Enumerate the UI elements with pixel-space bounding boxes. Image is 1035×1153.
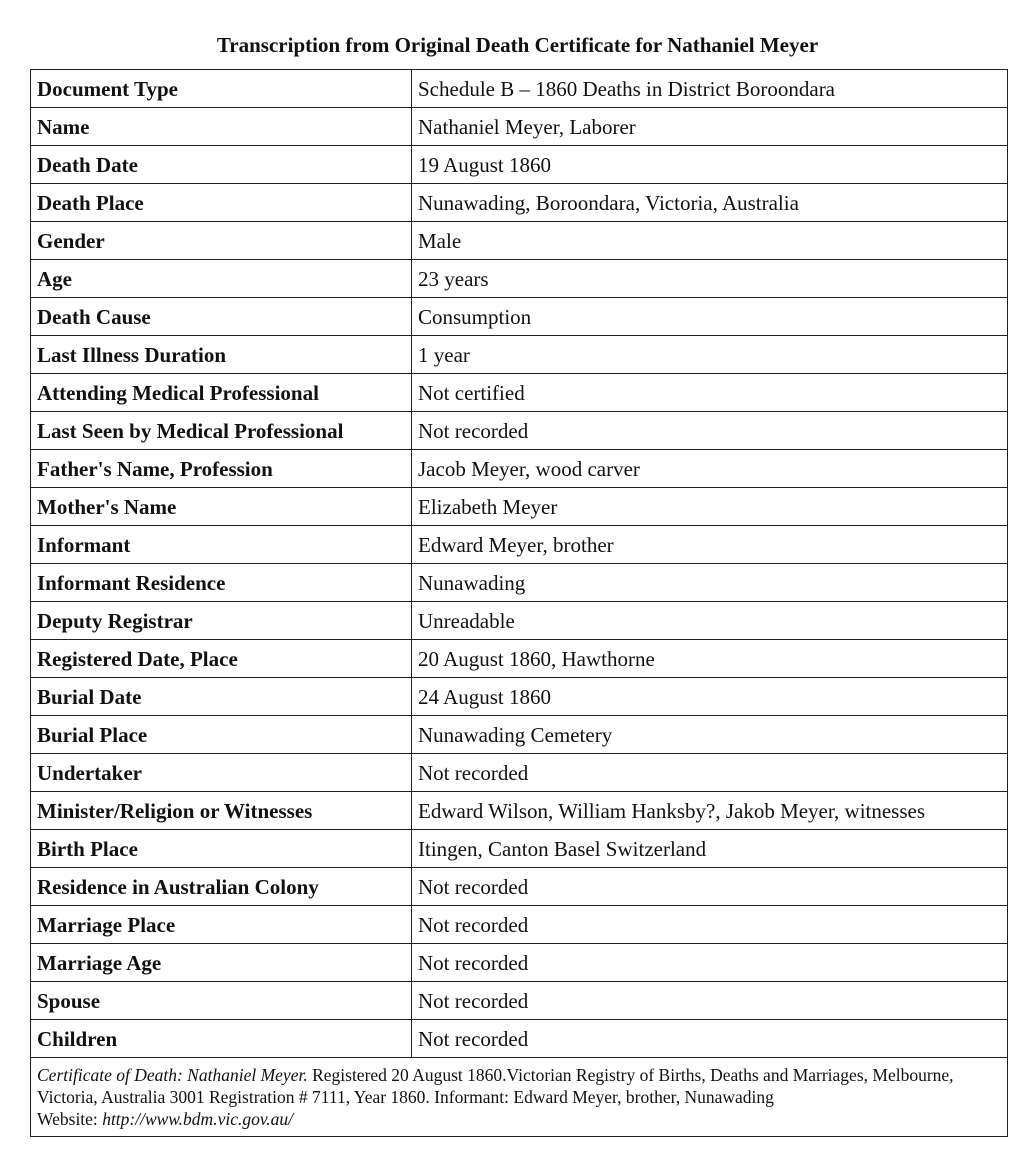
field-label: Gender [31, 222, 412, 260]
field-value: Jacob Meyer, wood carver [412, 450, 1008, 488]
source-website-label: Website: [37, 1109, 103, 1129]
field-value: Edward Meyer, brother [412, 526, 1008, 564]
certificate-row [31, 792, 1008, 830]
certificate-row [31, 602, 1008, 640]
certificate-row [31, 146, 1008, 184]
source-citation [31, 1058, 1008, 1137]
certificate-row [31, 906, 1008, 944]
certificate-row [31, 640, 1008, 678]
field-value: Itingen, Canton Basel Switzerland [412, 830, 1008, 868]
field-value: 24 August 1860 [412, 678, 1008, 716]
field-value: Nunawading Cemetery [412, 716, 1008, 754]
certificate-row [31, 564, 1008, 602]
certificate-row [31, 108, 1008, 146]
certificate-row [31, 450, 1008, 488]
field-label: Birth Place [31, 830, 412, 868]
source-citation-title: Certificate of Death: Nathaniel Meyer. [37, 1065, 308, 1085]
certificate-row [31, 830, 1008, 868]
certificate-row [31, 1020, 1008, 1058]
certificate-rows [31, 70, 1008, 1058]
certificate-row [31, 222, 1008, 260]
certificate-row [31, 868, 1008, 906]
source-citation-details: Registered 20 August 1860.Victorian Registry of Births, Deaths and Marriages, Melbourne, Victoria, Australia 3001 Registration # 7111, Year 1860. Informant: Edward Meyer, brother, Nunawading [37, 1065, 954, 1107]
field-label: Burial Date [31, 678, 412, 716]
death-certificate-table [30, 69, 1008, 1137]
field-label: Informant [31, 526, 412, 564]
field-value: Not recorded [412, 906, 1008, 944]
field-value: Not recorded [412, 944, 1008, 982]
field-label: Attending Medical Professional [31, 374, 412, 412]
source-website-url: http://www.bdm.vic.gov.au/ [102, 1109, 294, 1129]
source-citation-row [31, 1058, 1008, 1137]
field-value: Nunawading, Boroondara, Victoria, Australia [412, 184, 1008, 222]
field-label: Children [31, 1020, 412, 1058]
certificate-row [31, 184, 1008, 222]
field-value: Not recorded [412, 982, 1008, 1020]
field-value: 1 year [412, 336, 1008, 374]
field-value: 20 August 1860, Hawthorne [412, 640, 1008, 678]
field-value: Not recorded [412, 1020, 1008, 1058]
field-value: Schedule B – 1860 Deaths in District Boroondara [412, 70, 1008, 108]
field-label: Burial Place [31, 716, 412, 754]
certificate-row [31, 488, 1008, 526]
field-label: Undertaker [31, 754, 412, 792]
certificate-row [31, 754, 1008, 792]
field-label: Informant Residence [31, 564, 412, 602]
certificate-row [31, 70, 1008, 108]
field-value: 23 years [412, 260, 1008, 298]
certificate-row [31, 260, 1008, 298]
field-value: Elizabeth Meyer [412, 488, 1008, 526]
field-label: Name [31, 108, 412, 146]
field-label: Last Seen by Medical Professional [31, 412, 412, 450]
certificate-row [31, 298, 1008, 336]
field-label: Residence in Australian Colony [31, 868, 412, 906]
field-label: Age [31, 260, 412, 298]
certificate-row [31, 374, 1008, 412]
field-value: Not recorded [412, 412, 1008, 450]
certificate-row [31, 412, 1008, 450]
certificate-row [31, 678, 1008, 716]
field-label: Last Illness Duration [31, 336, 412, 374]
certificate-row [31, 526, 1008, 564]
field-label: Marriage Age [31, 944, 412, 982]
field-label: Marriage Place [31, 906, 412, 944]
field-value: Consumption [412, 298, 1008, 336]
certificate-row [31, 982, 1008, 1020]
field-label: Document Type [31, 70, 412, 108]
certificate-row [31, 336, 1008, 374]
document-title: Transcription from Original Death Certificate for Nathaniel Meyer [216, 33, 819, 57]
field-label: Minister/Religion or Witnesses [31, 792, 412, 830]
field-label: Deputy Registrar [31, 602, 412, 640]
field-value: Not certified [412, 374, 1008, 412]
field-value: Unreadable [412, 602, 1008, 640]
field-label: Death Place [31, 184, 412, 222]
certificate-row [31, 944, 1008, 982]
field-value: Not recorded [412, 754, 1008, 792]
field-label: Father's Name, Profession [31, 450, 412, 488]
certificate-row [31, 716, 1008, 754]
field-label: Spouse [31, 982, 412, 1020]
field-label: Mother's Name [31, 488, 412, 526]
field-value: Edward Wilson, William Hanksby?, Jakob Meyer, witnesses [412, 792, 1008, 830]
field-value: Nunawading [412, 564, 1008, 602]
field-value: Not recorded [412, 868, 1008, 906]
field-value: Male [412, 222, 1008, 260]
field-value: 19 August 1860 [412, 146, 1008, 184]
field-label: Death Date [31, 146, 412, 184]
field-label: Death Cause [31, 298, 412, 336]
field-value: Nathaniel Meyer, Laborer [412, 108, 1008, 146]
field-label: Registered Date, Place [31, 640, 412, 678]
